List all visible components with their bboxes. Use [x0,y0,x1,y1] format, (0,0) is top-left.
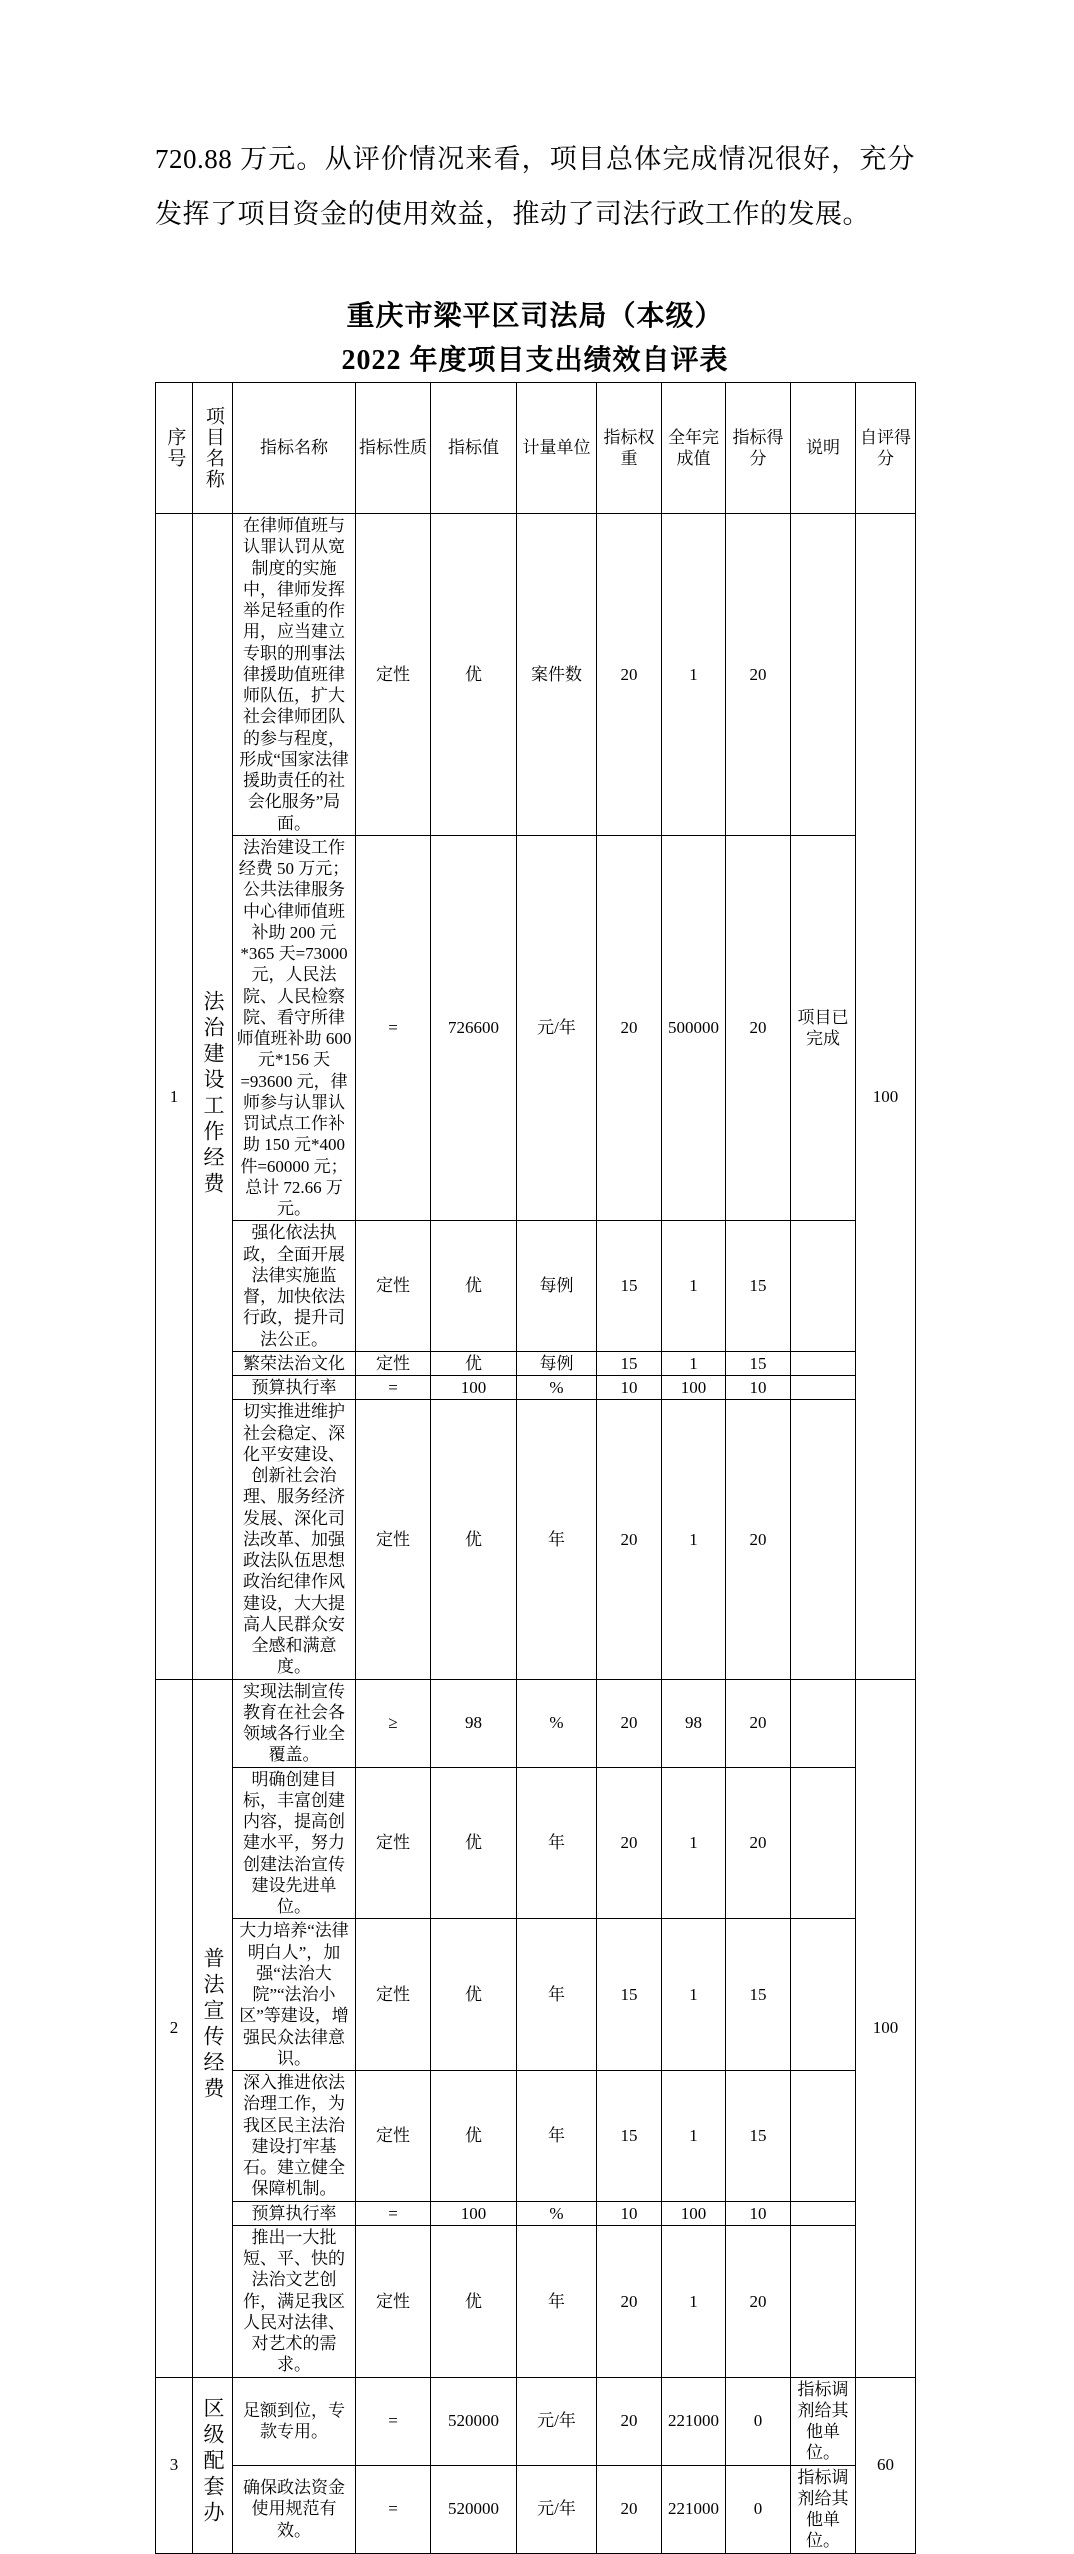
annual-actual-value-cell: 98 [662,1679,726,1767]
measurement-unit-cell: 元/年 [517,2465,597,2553]
indicator-name-cell: 深入推进依法治理工作，为我区民主法治建设打牢基石。建立健全保障机制。 [233,2071,356,2202]
project-name-label: 普法宣传经费 [201,1947,225,2104]
row-sequence-number: 3 [156,2377,193,2553]
indicator-name-cell: 推出一大批短、平、快的法治文艺创作，满足我区人民对法律、对艺术的需求。 [233,2225,356,2377]
header-seq [156,383,193,514]
indicator-score-cell: 10 [726,2201,791,2225]
table-header-row [156,383,916,514]
measurement-unit-cell: 每例 [517,1351,597,1375]
table-row [156,1679,916,1767]
indicator-value-cell: 520000 [431,2465,517,2553]
measurement-unit-cell: 年 [517,2071,597,2202]
table-row [156,1919,916,2071]
page-title [155,295,915,383]
annual-actual-value-cell: 1 [662,1767,726,1919]
note-cell [791,1767,856,1919]
indicator-value-cell: 优 [431,1221,517,1352]
indicator-weight-cell: 10 [597,2201,662,2225]
annual-actual-value-cell: 1 [662,514,726,836]
measurement-unit-cell: 每例 [517,1221,597,1352]
note-cell [791,2201,856,2225]
indicator-nature-cell: 定性 [356,1221,431,1352]
indicator-name-cell: 实现法制宣传教育在社会各领域各行业全覆盖。 [233,1679,356,1767]
table-row [156,1376,916,1400]
table-row [156,514,916,836]
indicator-weight-cell: 20 [597,1767,662,1919]
indicator-score-cell: 20 [726,514,791,836]
indicator-weight-cell: 20 [597,2225,662,2377]
note-cell [791,1679,856,1767]
indicator-score-cell: 20 [726,1767,791,1919]
measurement-unit-cell: 年 [517,1919,597,2071]
indicator-value-cell: 优 [431,1400,517,1679]
indicator-value-cell: 726600 [431,835,517,1221]
indicator-value-cell: 优 [431,2225,517,2377]
indicator-name-cell: 在律师值班与认罪认罚从宽制度的实施中，律师发挥举足轻重的作用，应当建立专职的刑事法律援助值班律师队伍，扩大社会律师团队的参与程度，形成“国家法律援助责任的社会化服务”局面。 [233,514,356,836]
indicator-score-cell: 15 [726,2071,791,2202]
indicator-weight-cell: 20 [597,835,662,1221]
indicator-score-cell: 0 [726,2465,791,2553]
note-cell: 项目已完成 [791,835,856,1221]
header-actual-value: 全年完成值 [662,383,726,514]
header-note: 说明 [791,383,856,514]
indicator-nature-cell: = [356,2377,431,2465]
indicator-nature-cell: ≥ [356,1679,431,1767]
indicator-name-cell: 足额到位，专款专用。 [233,2377,356,2465]
indicator-name-cell: 繁荣法治文化 [233,1351,356,1375]
note-cell [791,514,856,836]
annual-actual-value-cell: 1 [662,1351,726,1375]
measurement-unit-cell: 年 [517,2225,597,2377]
indicator-weight-cell: 10 [597,1376,662,1400]
indicator-name-cell: 切实推进维护社会稳定、深化平安建设、创新社会治理、服务经济发展、深化司法改革、加强政法队伍思想政治纪律作风建设，大大提高人民群众安全感和满意度。 [233,1400,356,1679]
header-weight: 指标权重 [597,383,662,514]
note-cell [791,1400,856,1679]
annual-actual-value-cell: 221000 [662,2377,726,2465]
indicator-nature-cell: 定性 [356,1400,431,1679]
indicator-value-cell: 100 [431,2201,517,2225]
indicator-score-cell: 15 [726,1919,791,2071]
indicator-score-cell: 10 [726,1376,791,1400]
project-name-label: 法治建设工作经费 [201,989,225,1198]
table-row [156,835,916,1221]
indicator-score-cell: 20 [726,2225,791,2377]
self-evaluation-score-cell: 100 [856,514,916,1680]
title-line-2: 2022 年度项目支出绩效自评表 [341,345,729,376]
table-row [156,2225,916,2377]
header-seq-label: 序号 [164,427,186,469]
annual-actual-value-cell: 221000 [662,2465,726,2553]
indicator-score-cell: 20 [726,1400,791,1679]
indicator-name-cell: 预算执行率 [233,1376,356,1400]
indicator-score-cell: 15 [726,1351,791,1375]
note-cell: 指标调剂给其他单位。 [791,2377,856,2465]
table-row [156,2465,916,2553]
table-row [156,1351,916,1375]
annual-actual-value-cell: 1 [662,1919,726,2071]
indicator-name-cell: 确保政法资金使用规范有效。 [233,2465,356,2553]
indicator-value-cell: 优 [431,1919,517,2071]
indicator-nature-cell: 定性 [356,2225,431,2377]
intro-paragraph: 720.88 万元。从评价情况来看，项目总体完成情况很好，充分发挥了项目资金的使用效益，推动了司法行政工作的发展。 [155,144,915,229]
indicator-nature-cell: 定性 [356,1919,431,2071]
project-name-cell [193,2377,233,2553]
row-sequence-number: 1 [156,514,193,1680]
project-name-label: 区级配套办 [201,2397,225,2528]
header-indicator-name: 指标名称 [233,383,356,514]
annual-actual-value-cell: 500000 [662,835,726,1221]
header-indicator-score: 指标得分 [726,383,791,514]
note-cell [791,1221,856,1352]
indicator-weight-cell: 20 [597,514,662,836]
annual-actual-value-cell: 1 [662,2071,726,2202]
indicator-nature-cell: = [356,2201,431,2225]
annual-actual-value-cell: 100 [662,2201,726,2225]
indicator-weight-cell: 15 [597,1351,662,1375]
note-cell [791,2071,856,2202]
project-name-cell [193,1679,233,2377]
note-cell [791,1351,856,1375]
indicator-nature-cell: 定性 [356,2071,431,2202]
measurement-unit-cell: 年 [517,1767,597,1919]
indicator-value-cell: 优 [431,1351,517,1375]
header-project-name-label: 项目名称 [202,406,224,490]
annual-actual-value-cell: 100 [662,1376,726,1400]
performance-self-evaluation-table [155,382,916,2554]
indicator-name-cell: 大力培养“法律明白人”，加强“法治大院”“法治小区”等建设，增强民众法律意识。 [233,1919,356,2071]
table-row [156,2377,916,2465]
indicator-weight-cell: 15 [597,2071,662,2202]
header-unit: 计量单位 [517,383,597,514]
indicator-value-cell: 优 [431,514,517,836]
note-cell [791,2225,856,2377]
annual-actual-value-cell: 1 [662,1400,726,1679]
measurement-unit-cell: % [517,1376,597,1400]
indicator-score-cell: 15 [726,1221,791,1352]
note-cell: 指标调剂给其他单位。 [791,2465,856,2553]
table-row [156,1221,916,1352]
indicator-weight-cell: 20 [597,2465,662,2553]
measurement-unit-cell: 元/年 [517,835,597,1221]
indicator-nature-cell: = [356,1376,431,1400]
indicator-name-cell: 法治建设工作经费 50 万元；公共法律服务中心律师值班补助 200 元*365 天=73000 元，人民法院、人民检察院、看守所律师值班补助 600 元*156 天=93600 元，律师参与认罪认罚试点工作补助 150 元*400 件=60000 元；总计 72.66 万元。 [233,835,356,1221]
indicator-nature-cell: = [356,835,431,1221]
indicator-score-cell: 20 [726,835,791,1221]
indicator-value-cell: 优 [431,1767,517,1919]
measurement-unit-cell: % [517,2201,597,2225]
indicator-nature-cell: 定性 [356,514,431,836]
indicator-weight-cell: 15 [597,1221,662,1352]
table-row [156,1400,916,1679]
annual-actual-value-cell: 1 [662,2225,726,2377]
header-self-score: 自评得分 [856,383,916,514]
indicator-score-cell: 20 [726,1679,791,1767]
annual-actual-value-cell: 1 [662,1221,726,1352]
indicator-weight-cell: 20 [597,2377,662,2465]
indicator-nature-cell: 定性 [356,1767,431,1919]
measurement-unit-cell: 案件数 [517,514,597,836]
measurement-unit-cell: % [517,1679,597,1767]
header-indicator-value: 指标值 [431,383,517,514]
indicator-weight-cell: 20 [597,1679,662,1767]
project-name-cell [193,514,233,1680]
self-evaluation-score-cell: 60 [856,2377,916,2553]
indicator-value-cell: 100 [431,1376,517,1400]
indicator-value-cell: 520000 [431,2377,517,2465]
header-indicator-nature: 指标性质 [356,383,431,514]
table-row [156,1767,916,1919]
title-line-1: 重庆市梁平区司法局（本级） [346,301,724,332]
measurement-unit-cell: 年 [517,1400,597,1679]
table-row [156,2201,916,2225]
indicator-name-cell: 预算执行率 [233,2201,356,2225]
indicator-value-cell: 98 [431,1679,517,1767]
note-cell [791,1919,856,2071]
indicator-name-cell: 强化依法执政，全面开展法律实施监督，加快依法行政，提升司法公正。 [233,1221,356,1352]
indicator-score-cell: 0 [726,2377,791,2465]
indicator-name-cell: 明确创建目标，丰富创建内容，提高创建水平，努力创建法治宣传建设先进单位。 [233,1767,356,1919]
indicator-value-cell: 优 [431,2071,517,2202]
indicator-weight-cell: 15 [597,1919,662,2071]
indicator-nature-cell: 定性 [356,1351,431,1375]
measurement-unit-cell: 元/年 [517,2377,597,2465]
row-sequence-number: 2 [156,1679,193,2377]
header-project-name [193,383,233,514]
indicator-nature-cell: = [356,2465,431,2553]
self-evaluation-score-cell: 100 [856,1679,916,2377]
indicator-weight-cell: 20 [597,1400,662,1679]
note-cell [791,1376,856,1400]
table-row [156,2071,916,2202]
